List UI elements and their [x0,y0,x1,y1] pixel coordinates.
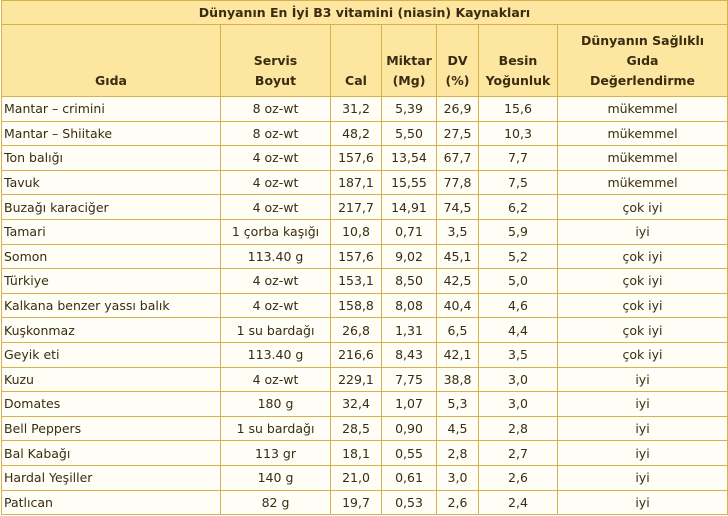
cell-serving-size: 4 oz-wt [221,367,331,392]
cell-calories: 217,7 [331,195,382,220]
cell-serving-size: 1 çorba kaşığı [221,219,331,244]
cell-calories: 158,8 [331,293,382,318]
cell-food: Kuzu [2,367,221,392]
cell-calories: 153,1 [331,269,382,294]
table-body [2,97,728,515]
cell-daily-value: 42,5 [437,269,479,294]
cell-calories: 31,2 [331,97,382,122]
cell-nutrient-density: 10,3 [479,121,558,146]
table-title: Dünyanın En İyi B3 vitamini (niasin) Kaynakları [1,0,728,24]
cell-food: Mantar – crimini [2,97,221,122]
cell-serving-size: 140 g [221,465,331,490]
cell-rating: iyi [558,219,728,244]
table-row [2,244,728,269]
table-row [2,195,728,220]
cell-amount-mg: 5,39 [382,97,437,122]
cell-rating: iyi [558,392,728,417]
table-row [2,146,728,171]
cell-nutrient-density: 15,6 [479,97,558,122]
table-row [2,121,728,146]
cell-daily-value: 3,0 [437,465,479,490]
cell-rating: mükemmel [558,121,728,146]
header-rating: Dünyanın Sağlıklı Gıda Değerlendirme [558,25,728,97]
cell-rating: çok iyi [558,269,728,294]
cell-amount-mg: 15,55 [382,170,437,195]
cell-daily-value: 3,5 [437,219,479,244]
cell-calories: 229,1 [331,367,382,392]
cell-amount-mg: 9,02 [382,244,437,269]
cell-calories: 28,5 [331,416,382,441]
cell-rating: iyi [558,465,728,490]
table-row [2,490,728,515]
cell-amount-mg: 7,75 [382,367,437,392]
cell-food: Domates [2,392,221,417]
cell-food: Kalkana benzer yassı balık [2,293,221,318]
cell-rating: mükemmel [558,97,728,122]
table-row [2,170,728,195]
cell-daily-value: 5,3 [437,392,479,417]
cell-daily-value: 26,9 [437,97,479,122]
cell-rating: mükemmel [558,170,728,195]
cell-calories: 48,2 [331,121,382,146]
header-serving-size: Servis Boyut [221,25,331,97]
niacin-sources-table [1,0,728,515]
cell-food: Hardal Yeşiller [2,465,221,490]
cell-serving-size: 180 g [221,392,331,417]
cell-nutrient-density: 7,5 [479,170,558,195]
cell-food: Mantar – Shiitake [2,121,221,146]
cell-nutrient-density: 6,2 [479,195,558,220]
cell-calories: 19,7 [331,490,382,515]
cell-calories: 26,8 [331,318,382,343]
table-row [2,367,728,392]
cell-serving-size: 4 oz-wt [221,269,331,294]
header-calories: Cal [331,25,382,97]
cell-daily-value: 6,5 [437,318,479,343]
cell-amount-mg: 0,71 [382,219,437,244]
table-row [2,416,728,441]
table-row [2,318,728,343]
cell-serving-size: 4 oz-wt [221,170,331,195]
cell-nutrient-density: 4,6 [479,293,558,318]
cell-rating: çok iyi [558,293,728,318]
header-daily-value: DV (%) [437,25,479,97]
cell-calories: 157,6 [331,244,382,269]
cell-amount-mg: 0,61 [382,465,437,490]
cell-calories: 157,6 [331,146,382,171]
cell-serving-size: 1 su bardağı [221,318,331,343]
cell-serving-size: 82 g [221,490,331,515]
niacin-sources-page [1,0,727,515]
header-food: Gıda [2,25,221,97]
cell-daily-value: 74,5 [437,195,479,220]
cell-rating: çok iyi [558,342,728,367]
table-row [2,465,728,490]
cell-daily-value: 42,1 [437,342,479,367]
cell-food: Buzağı karaciğer [2,195,221,220]
cell-rating: çok iyi [558,195,728,220]
cell-nutrient-density: 2,4 [479,490,558,515]
cell-calories: 21,0 [331,465,382,490]
table-header [2,25,728,97]
cell-serving-size: 113 gr [221,441,331,466]
cell-rating: iyi [558,441,728,466]
cell-amount-mg: 8,08 [382,293,437,318]
cell-food: Tamari [2,219,221,244]
cell-rating: çok iyi [558,318,728,343]
cell-calories: 187,1 [331,170,382,195]
cell-calories: 32,4 [331,392,382,417]
cell-nutrient-density: 5,2 [479,244,558,269]
cell-daily-value: 77,8 [437,170,479,195]
cell-nutrient-density: 2,6 [479,465,558,490]
cell-nutrient-density: 3,0 [479,367,558,392]
table-row [2,392,728,417]
header-amount-mg: Miktar (Mg) [382,25,437,97]
cell-amount-mg: 8,50 [382,269,437,294]
table-row [2,97,728,122]
cell-daily-value: 2,6 [437,490,479,515]
cell-rating: mükemmel [558,146,728,171]
cell-daily-value: 2,8 [437,441,479,466]
cell-serving-size: 4 oz-wt [221,146,331,171]
cell-food: Tavuk [2,170,221,195]
cell-nutrient-density: 5,9 [479,219,558,244]
cell-amount-mg: 0,90 [382,416,437,441]
cell-amount-mg: 0,53 [382,490,437,515]
cell-serving-size: 4 oz-wt [221,293,331,318]
cell-amount-mg: 0,55 [382,441,437,466]
cell-daily-value: 40,4 [437,293,479,318]
cell-food: Bell Peppers [2,416,221,441]
table-row [2,293,728,318]
cell-amount-mg: 1,31 [382,318,437,343]
cell-food: Kuşkonmaz [2,318,221,343]
cell-food: Somon [2,244,221,269]
cell-food: Geyik eti [2,342,221,367]
cell-amount-mg: 14,91 [382,195,437,220]
table-row [2,219,728,244]
cell-daily-value: 4,5 [437,416,479,441]
cell-serving-size: 8 oz-wt [221,97,331,122]
cell-rating: iyi [558,416,728,441]
cell-food: Patlıcan [2,490,221,515]
cell-serving-size: 113.40 g [221,342,331,367]
cell-rating: çok iyi [558,244,728,269]
table-row [2,342,728,367]
cell-daily-value: 27,5 [437,121,479,146]
cell-serving-size: 113.40 g [221,244,331,269]
table-row [2,441,728,466]
cell-nutrient-density: 2,7 [479,441,558,466]
cell-calories: 18,1 [331,441,382,466]
cell-nutrient-density: 2,8 [479,416,558,441]
cell-food: Bal Kabağı [2,441,221,466]
cell-amount-mg: 1,07 [382,392,437,417]
table-row [2,269,728,294]
cell-food: Türkiye [2,269,221,294]
header-nutrient-density: Besin Yoğunluk [479,25,558,97]
cell-food: Ton balığı [2,146,221,171]
cell-amount-mg: 8,43 [382,342,437,367]
cell-amount-mg: 13,54 [382,146,437,171]
cell-nutrient-density: 3,0 [479,392,558,417]
cell-daily-value: 38,8 [437,367,479,392]
cell-calories: 10,8 [331,219,382,244]
cell-amount-mg: 5,50 [382,121,437,146]
cell-rating: iyi [558,367,728,392]
cell-serving-size: 4 oz-wt [221,195,331,220]
cell-nutrient-density: 3,5 [479,342,558,367]
cell-serving-size: 8 oz-wt [221,121,331,146]
cell-daily-value: 67,7 [437,146,479,171]
cell-calories: 216,6 [331,342,382,367]
cell-serving-size: 1 su bardağı [221,416,331,441]
cell-nutrient-density: 5,0 [479,269,558,294]
cell-nutrient-density: 4,4 [479,318,558,343]
cell-daily-value: 45,1 [437,244,479,269]
cell-rating: iyi [558,490,728,515]
cell-nutrient-density: 7,7 [479,146,558,171]
